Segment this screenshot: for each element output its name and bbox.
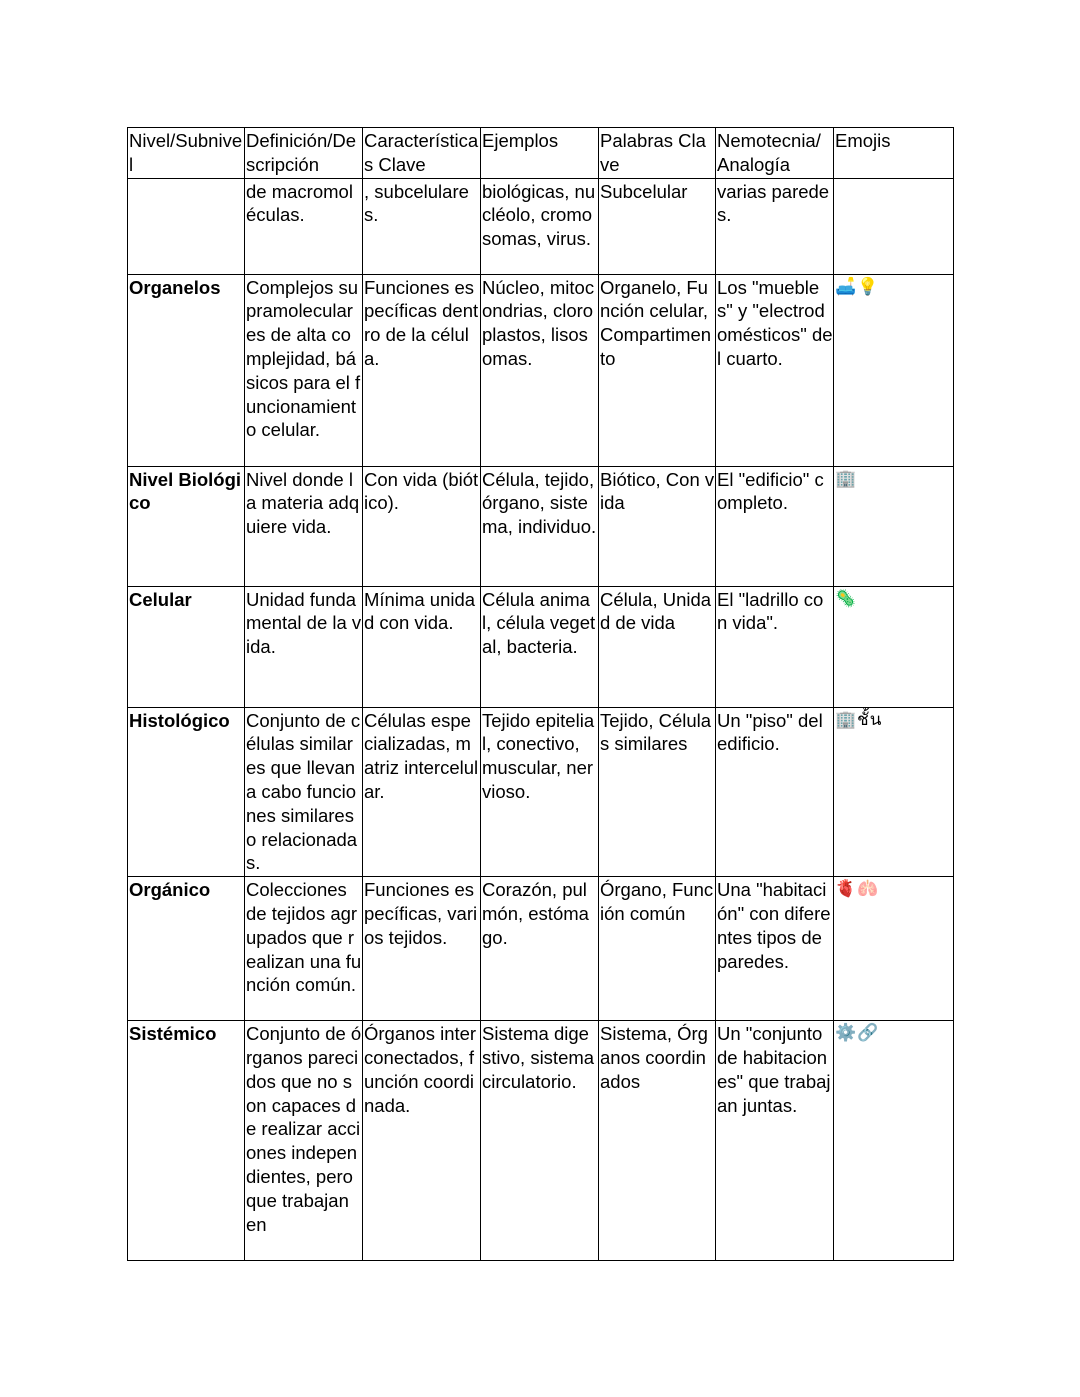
cell-text: El "ladrillo con vida". <box>717 588 824 634</box>
table-row <box>128 707 954 877</box>
cell-text: Sistema, Órganos coordinados <box>600 1023 708 1092</box>
cell-text: biológicas, nucléolo, cromosomas, virus. <box>482 180 596 250</box>
cell-emojis <box>834 274 954 466</box>
cell-emojis <box>834 877 954 1021</box>
cell-nivel <box>128 586 245 707</box>
cell-caracteristicas <box>363 877 481 1021</box>
cell-text: Organelos <box>129 276 221 298</box>
cell-definicion <box>245 466 363 586</box>
office-building-icon: 🏢 <box>835 468 858 489</box>
cell-text: Histológico <box>129 709 230 731</box>
cell-text: Un "conjunto de habitaciones" que trabajan juntas. <box>717 1023 831 1116</box>
cell-palabras <box>599 274 716 466</box>
cell-ejemplos <box>481 707 599 877</box>
table-row <box>128 1021 954 1261</box>
cell-text: Funciones específicas dentro de la célula. <box>364 276 479 369</box>
cell-text: varias paredes. <box>717 180 830 226</box>
cell-nivel <box>128 466 245 586</box>
cell-caracteristicas <box>363 707 481 877</box>
couch-lightbulb-icon: 🛋️💡 <box>835 276 880 297</box>
cell-definicion <box>245 877 363 1021</box>
header-label: Palabras Clave <box>600 130 706 175</box>
cell-emojis <box>834 466 954 586</box>
cell-palabras <box>599 707 716 877</box>
header-cell-ejemplos <box>481 128 599 179</box>
cell-text: Un "piso" del edificio. <box>717 709 823 755</box>
cell-text: Organelo, Función celular, Compartimento <box>600 276 712 369</box>
cell-nivel <box>128 707 245 877</box>
cell-caracteristicas <box>363 274 481 466</box>
header-label: Ejemplos <box>482 130 559 151</box>
cell-ejemplos <box>481 178 599 274</box>
cell-text: Biótico, Con vida <box>600 468 715 514</box>
cell-ejemplos <box>481 586 599 707</box>
header-cell-emojis <box>834 128 954 179</box>
header-label: Características Clave <box>364 130 479 175</box>
cell-text: Sistema digestivo, sistema circulatorio. <box>482 1023 595 1092</box>
cell-text: Célula, tejido, órgano, sistema, individuo. <box>482 468 597 538</box>
header-label: Nemotecnia/ Analogía <box>717 130 821 175</box>
cell-caracteristicas <box>363 1021 481 1261</box>
cell-emojis <box>834 178 954 274</box>
header-cell-definicion <box>245 128 363 179</box>
cell-text: , subcelulares. <box>364 180 469 226</box>
cell-definicion <box>245 586 363 707</box>
cell-text: Colecciones de tejidos agrupados que realizan una función común. <box>246 879 362 996</box>
cell-definicion <box>245 178 363 274</box>
cell-nemotecnia <box>716 586 834 707</box>
cell-nemotecnia <box>716 707 834 877</box>
cell-palabras <box>599 586 716 707</box>
table-row <box>128 274 954 466</box>
cell-text: Conjunto de órganos parecidos que no son capaces de realizar acciones independientes, pero que trabajan en <box>246 1023 362 1235</box>
cell-palabras <box>599 877 716 1021</box>
table-row <box>128 586 954 707</box>
cell-text: Sistémico <box>129 1023 217 1045</box>
cell-text: Conjunto de células similares que llevan a cabo funciones similares o relacionadas. <box>246 709 361 874</box>
cell-caracteristicas <box>363 466 481 586</box>
cell-nemotecnia <box>716 466 834 586</box>
cell-text: Los "muebles" y "electrodomésticos" del cuarto. <box>717 276 833 369</box>
cell-nivel <box>128 178 245 274</box>
cell-text: Células especializadas, matriz intercelular. <box>364 709 479 802</box>
cell-text: Con vida (biótico). <box>364 468 479 514</box>
header-cell-nivel <box>128 128 245 179</box>
cell-emojis <box>834 707 954 877</box>
cell-text: Complejos supramoleculares de alta complejidad, básicos para el funcionamiento celular. <box>246 276 361 441</box>
cell-text: Mínima unidad con vida. <box>364 588 476 634</box>
header-label: Definición/Descripción <box>246 130 357 175</box>
cell-definicion <box>245 1021 363 1261</box>
header-cell-palabras <box>599 128 716 179</box>
header-cell-nemotecnia <box>716 128 834 179</box>
cell-ejemplos <box>481 877 599 1021</box>
cell-ejemplos <box>481 1021 599 1261</box>
table-row <box>128 877 954 1021</box>
table-row <box>128 466 954 586</box>
cell-text: Una "habitación" con diferentes tipos de paredes. <box>717 879 831 972</box>
cell-definicion <box>245 707 363 877</box>
cell-caracteristicas <box>363 178 481 274</box>
cell-emojis <box>834 1021 954 1261</box>
cell-text: Nivel donde la materia adquiere vida. <box>246 468 360 538</box>
cell-palabras <box>599 466 716 586</box>
levels-table <box>127 127 954 1261</box>
cell-text: Tejido, Células similares <box>600 709 712 755</box>
table-header-row <box>128 128 954 179</box>
building-floor-icon: 🏢ชั้น <box>835 709 883 730</box>
cell-nivel <box>128 877 245 1021</box>
table-row <box>128 178 954 274</box>
cell-text: Nivel Biológico <box>129 468 242 514</box>
cell-nivel <box>128 1021 245 1261</box>
cell-ejemplos <box>481 274 599 466</box>
cell-text: Funciones específicas, varios tejidos. <box>364 879 478 948</box>
cell-text: Orgánico <box>129 879 211 901</box>
cell-text: Célula, Unidad de vida <box>600 588 712 634</box>
header-cell-caracteristicas <box>363 128 481 179</box>
cell-text: El "edificio" completo. <box>717 468 824 514</box>
cell-text: Subcelular <box>600 180 688 202</box>
heart-lungs-icon: 🫀🫁 <box>835 879 880 900</box>
cell-caracteristicas <box>363 586 481 707</box>
cell-text: de macromoléculas. <box>246 180 353 226</box>
cell-text: Célula animal, célula vegetal, bacteria. <box>482 588 596 658</box>
cell-nemotecnia <box>716 178 834 274</box>
cell-nivel <box>128 274 245 466</box>
cell-palabras <box>599 178 716 274</box>
cell-palabras <box>599 1021 716 1261</box>
header-label: Nivel/Subnivel <box>129 130 243 175</box>
cell-definicion <box>245 274 363 466</box>
cell-nemotecnia <box>716 1021 834 1261</box>
cell-emojis <box>834 586 954 707</box>
header-label: Emojis <box>835 130 891 151</box>
cell-nemotecnia <box>716 877 834 1021</box>
cell-text: Unidad fundamental de la vida. <box>246 588 362 658</box>
microbe-icon: 🦠 <box>835 588 858 609</box>
cell-text: Núcleo, mitocondrias, cloroplastos, lisosomas. <box>482 276 595 369</box>
cell-nemotecnia <box>716 274 834 466</box>
cell-text: Corazón, pulmón, estómago. <box>482 879 589 948</box>
cell-text: Celular <box>129 588 192 610</box>
gear-link-icon: ⚙️🔗 <box>835 1023 880 1044</box>
cell-text: Tejido epitelial, conectivo, muscular, nervioso. <box>482 709 595 802</box>
cell-text: Órganos interconectados, función coordinada. <box>364 1023 477 1116</box>
cell-ejemplos <box>481 466 599 586</box>
cell-text: Órgano, Función común <box>600 879 714 924</box>
